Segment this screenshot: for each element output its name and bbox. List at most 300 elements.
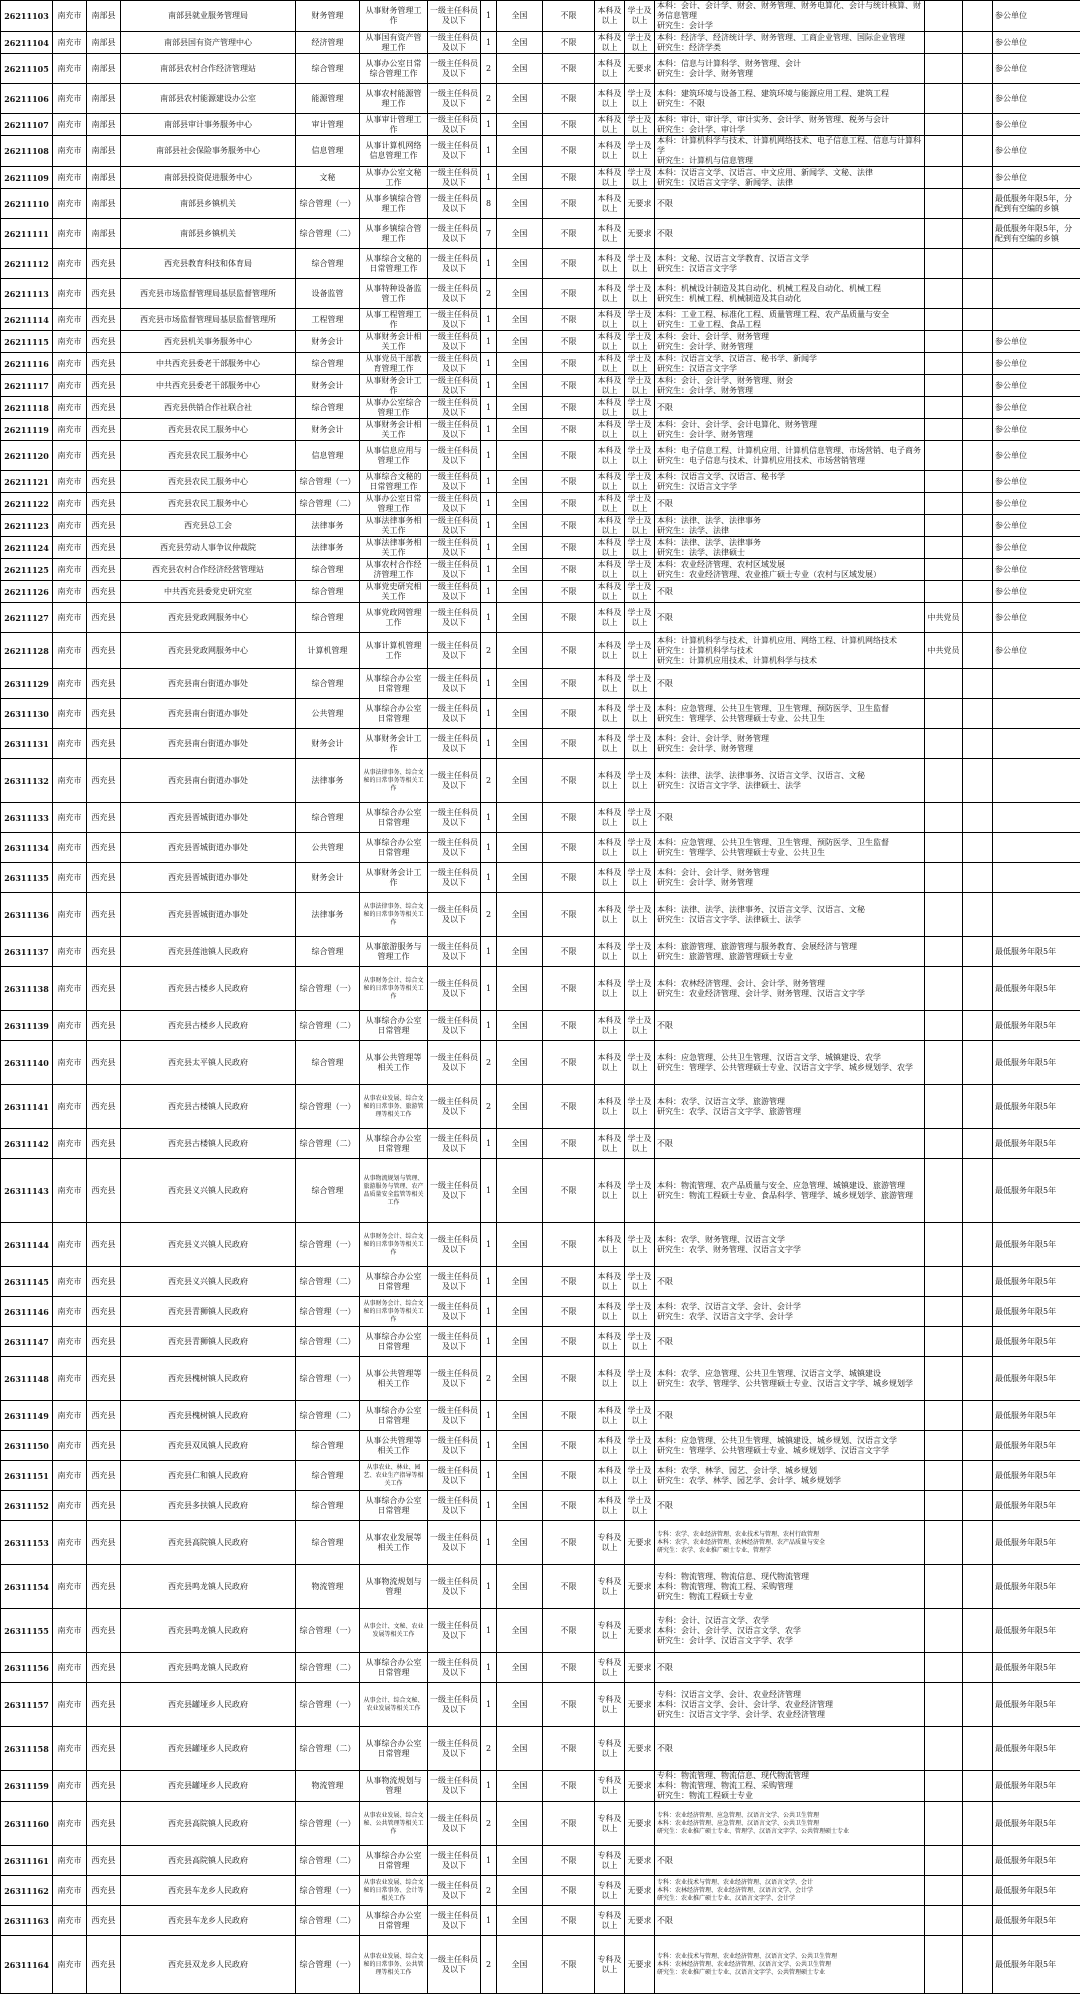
degree-cell: 学士及以上 — [625, 1357, 655, 1401]
employer-cell: 西充县市场监督管理局基层监督管理所 — [121, 309, 296, 331]
other-req-cell — [963, 1491, 993, 1521]
remark-cell: 最低服务年限5年，分配到有空编的乡镇 — [993, 189, 1080, 219]
scope-cell: 全国 — [497, 581, 543, 603]
employer-cell: 西充县教育科技和体育局 — [121, 249, 296, 279]
scope-cell: 全国 — [497, 559, 543, 581]
position-name-cell: 综合管理 — [296, 1491, 360, 1521]
gender-cell: 不限 — [543, 633, 595, 669]
education-cell: 专科及以上 — [595, 1727, 625, 1771]
position-name-cell: 信息管理 — [296, 441, 360, 471]
education-cell: 本科及以上 — [595, 1011, 625, 1041]
position-code-cell: 26211118 — [1, 397, 53, 419]
table-row — [1, 353, 1080, 375]
table-row — [1, 515, 1080, 537]
scope-cell: 全国 — [497, 1653, 543, 1683]
position-code-cell: 26211122 — [1, 493, 53, 515]
rank-cell: 一级主任科员及以下 — [428, 863, 481, 893]
scope-cell: 全国 — [497, 1, 543, 32]
degree-cell: 学士及以上 — [625, 863, 655, 893]
rank-cell: 一级主任科员及以下 — [428, 1565, 481, 1609]
remark-cell: 参公单位 — [993, 84, 1080, 114]
table-row — [1, 967, 1080, 1011]
degree-cell: 学士及以上 — [625, 397, 655, 419]
city-cell: 南充市 — [53, 375, 87, 397]
table-row — [1, 729, 1080, 759]
degree-cell: 学士及以上 — [625, 353, 655, 375]
education-cell: 专科及以上 — [595, 1876, 625, 1906]
degree-cell: 学士及以上 — [625, 493, 655, 515]
table-row — [1, 1041, 1080, 1085]
position-name-cell: 财务会计 — [296, 419, 360, 441]
gender-cell: 不限 — [543, 471, 595, 493]
county-cell: 西充县 — [87, 759, 121, 803]
major-cell: 本科：农学、财务管理、汉语言文学 研究生：农学、财务管理、汉语言文字学 — [655, 1223, 925, 1267]
recruit-count-cell: 1 — [481, 559, 497, 581]
position-name-cell: 法律事务 — [296, 537, 360, 559]
scope-cell: 全国 — [497, 54, 543, 84]
rank-cell: 一级主任科员及以下 — [428, 1159, 481, 1223]
political-status-cell — [925, 1936, 963, 1994]
position-name-cell: 工程管理 — [296, 309, 360, 331]
degree-cell: 学士及以上 — [625, 1041, 655, 1085]
major-cell: 本科：汉语言文学、汉语言、中文应用、新闻学、文秘、法律 研究生：汉语言文字学、新闻学、法律 — [655, 167, 925, 189]
rank-cell: 一级主任科员及以下 — [428, 669, 481, 699]
table-row — [1, 759, 1080, 803]
degree-cell: 无要求 — [625, 1727, 655, 1771]
city-cell: 南充市 — [53, 331, 87, 353]
major-cell: 专科：物流管理、物流信息、现代物流管理 本科：物流管理、物流工程、采购管理 研究生：物流工程硕士专业 — [655, 1771, 925, 1802]
degree-cell: 学士及以上 — [625, 309, 655, 331]
position-code-cell: 26311142 — [1, 1129, 53, 1159]
scope-cell: 全国 — [497, 833, 543, 863]
scope-cell: 全国 — [497, 136, 543, 167]
major-cell: 专科：农业技术与管理、农业经济管理、汉语言文学、会计 本科：农林经济管理、农业经济管理、汉语言文学、会计学 研究生：农业推广硕士专业、汉语言文字学、会计学 — [655, 1876, 925, 1906]
major-cell: 本科：经济学、经济统计学、财务管理、工商企业管理、国际企业管理 研究生：经济学类 — [655, 32, 925, 54]
position-name-cell: 综合管理（二） — [296, 1653, 360, 1683]
major-cell: 本科：汉语言文学、汉语言、秘书学 研究生：汉语言文字学 — [655, 471, 925, 493]
position-table-body — [1, 1, 1080, 1994]
position-code-cell: 26311132 — [1, 759, 53, 803]
city-cell: 南充市 — [53, 633, 87, 669]
rank-cell: 一级主任科员及以下 — [428, 515, 481, 537]
employer-cell: 西充县农村合作经济经营管理站 — [121, 559, 296, 581]
position-name-cell: 综合管理 — [296, 603, 360, 633]
scope-cell: 全国 — [497, 1085, 543, 1129]
table-row — [1, 1267, 1080, 1297]
major-cell: 专科：物流管理、物流信息、现代物流管理 本科：物流管理、物流工程、采购管理 研究生：物流工程硕士专业 — [655, 1565, 925, 1609]
scope-cell: 全国 — [497, 937, 543, 967]
employer-cell: 西充县青狮镇人民政府 — [121, 1327, 296, 1357]
county-cell: 西充县 — [87, 1906, 121, 1936]
remark-cell: 最低服务年限5年 — [993, 1521, 1080, 1565]
education-cell: 本科及以上 — [595, 937, 625, 967]
recruit-count-cell: 1 — [481, 1, 497, 32]
recruit-count-cell: 1 — [481, 1401, 497, 1431]
scope-cell: 全国 — [497, 1223, 543, 1267]
recruit-count-cell: 2 — [481, 1357, 497, 1401]
job-duty-cell: 从事法律事务、综合文秘的日常事务等相关工作 — [360, 759, 428, 803]
degree-cell: 学士及以上 — [625, 1401, 655, 1431]
job-duty-cell: 从事公共管理等相关工作 — [360, 1431, 428, 1461]
major-cell: 不限 — [655, 1906, 925, 1936]
county-cell: 西充县 — [87, 1565, 121, 1609]
table-row — [1, 603, 1080, 633]
employer-cell: 西充县农民工服务中心 — [121, 441, 296, 471]
position-name-cell: 综合管理（一） — [296, 1085, 360, 1129]
position-name-cell: 综合管理（一） — [296, 1876, 360, 1906]
remark-cell: 最低服务年限5年 — [993, 1085, 1080, 1129]
rank-cell: 一级主任科员及以下 — [428, 219, 481, 249]
education-cell: 本科及以上 — [595, 1223, 625, 1267]
recruit-count-cell: 2 — [481, 54, 497, 84]
other-req-cell — [963, 1609, 993, 1653]
recruit-count-cell: 2 — [481, 1727, 497, 1771]
rank-cell: 一级主任科员及以下 — [428, 1683, 481, 1727]
political-status-cell — [925, 1267, 963, 1297]
county-cell: 西充县 — [87, 471, 121, 493]
scope-cell: 全国 — [497, 893, 543, 937]
degree-cell: 无要求 — [625, 219, 655, 249]
political-status-cell — [925, 419, 963, 441]
gender-cell: 不限 — [543, 729, 595, 759]
job-duty-cell: 从事农业发展、综合文秘的日常事务、公共管理等相关工作 — [360, 1936, 428, 1994]
gender-cell: 不限 — [543, 1846, 595, 1876]
city-cell: 南充市 — [53, 136, 87, 167]
county-cell: 西充县 — [87, 1159, 121, 1223]
major-cell: 本科：应急管理、公共卫生管理、城镇建设、城乡规划、汉语言文学 研究生：管理学、公共管理硕士专业、城乡规划学、汉语言文字学 — [655, 1431, 925, 1461]
scope-cell: 全国 — [497, 167, 543, 189]
employer-cell: 西充县槐树镇人民政府 — [121, 1401, 296, 1431]
degree-cell: 学士及以上 — [625, 32, 655, 54]
city-cell: 南充市 — [53, 1297, 87, 1327]
city-cell: 南充市 — [53, 1, 87, 32]
education-cell: 本科及以上 — [595, 32, 625, 54]
position-name-cell: 综合管理（一） — [296, 1802, 360, 1846]
remark-cell: 参公单位 — [993, 441, 1080, 471]
county-cell: 西充县 — [87, 1683, 121, 1727]
scope-cell: 全国 — [497, 1357, 543, 1401]
position-name-cell: 综合管理 — [296, 937, 360, 967]
position-code-cell: 26311159 — [1, 1771, 53, 1802]
rank-cell: 一级主任科员及以下 — [428, 1461, 481, 1491]
remark-cell: 最低服务年限5年 — [993, 1267, 1080, 1297]
rank-cell: 一级主任科员及以下 — [428, 114, 481, 136]
education-cell: 专科及以上 — [595, 1846, 625, 1876]
county-cell: 西充县 — [87, 1802, 121, 1846]
city-cell: 南充市 — [53, 1491, 87, 1521]
employer-cell: 西充县南台街道办事处 — [121, 699, 296, 729]
gender-cell: 不限 — [543, 375, 595, 397]
education-cell: 本科及以上 — [595, 1297, 625, 1327]
position-code-cell: 26211127 — [1, 603, 53, 633]
other-req-cell — [963, 1401, 993, 1431]
city-cell: 南充市 — [53, 84, 87, 114]
other-req-cell — [963, 937, 993, 967]
rank-cell: 一级主任科员及以下 — [428, 397, 481, 419]
rank-cell: 一级主任科员及以下 — [428, 309, 481, 331]
position-code-cell: 26211105 — [1, 54, 53, 84]
job-duty-cell: 从事审计管理工作 — [360, 114, 428, 136]
rank-cell: 一级主任科员及以下 — [428, 967, 481, 1011]
gender-cell: 不限 — [543, 54, 595, 84]
job-duty-cell: 从事信息应用与管理工作 — [360, 441, 428, 471]
gender-cell: 不限 — [543, 1129, 595, 1159]
job-duty-cell: 从事会计、综合文秘、农业发展等相关工作 — [360, 1683, 428, 1727]
degree-cell: 无要求 — [625, 1906, 655, 1936]
education-cell: 本科及以上 — [595, 633, 625, 669]
job-duty-cell: 从事综合办公室日常管理 — [360, 1011, 428, 1041]
job-duty-cell: 从事财务会计、综合文秘的日常事务等相关工作 — [360, 1223, 428, 1267]
rank-cell: 一级主任科员及以下 — [428, 803, 481, 833]
city-cell: 南充市 — [53, 1802, 87, 1846]
other-req-cell — [963, 1267, 993, 1297]
position-name-cell: 综合管理（一） — [296, 471, 360, 493]
job-duty-cell: 从事旅游服务与管理工作 — [360, 937, 428, 967]
remark-cell: 最低服务年限5年 — [993, 1327, 1080, 1357]
gender-cell: 不限 — [543, 603, 595, 633]
city-cell: 南充市 — [53, 1401, 87, 1431]
employer-cell: 中共西充县委老干部服务中心 — [121, 375, 296, 397]
county-cell: 南部县 — [87, 167, 121, 189]
table-row — [1, 833, 1080, 863]
county-cell: 西充县 — [87, 441, 121, 471]
education-cell: 本科及以上 — [595, 309, 625, 331]
education-cell: 本科及以上 — [595, 84, 625, 114]
recruit-count-cell: 1 — [481, 803, 497, 833]
table-row — [1, 1461, 1080, 1491]
position-name-cell: 审计管理 — [296, 114, 360, 136]
gender-cell: 不限 — [543, 419, 595, 441]
remark-cell: 参公单位 — [993, 375, 1080, 397]
table-row — [1, 419, 1080, 441]
recruit-count-cell: 1 — [481, 114, 497, 136]
job-duty-cell: 从事综合文秘的日常管理工作 — [360, 249, 428, 279]
remark-cell — [993, 309, 1080, 331]
job-duty-cell: 从事综合办公室日常管理 — [360, 699, 428, 729]
political-status-cell — [925, 1129, 963, 1159]
position-code-cell: 26311144 — [1, 1223, 53, 1267]
political-status-cell — [925, 167, 963, 189]
recruit-count-cell: 1 — [481, 1609, 497, 1653]
county-cell: 西充县 — [87, 803, 121, 833]
position-name-cell: 财务会计 — [296, 729, 360, 759]
education-cell: 本科及以上 — [595, 1041, 625, 1085]
major-cell: 本科：农学、应急管理、公共卫生管理、汉语言文学、城镇建设 研究生：农学、管理学、公共管理硕士专业、汉语言文字学、城乡规划学 — [655, 1357, 925, 1401]
position-name-cell: 综合管理（二） — [296, 1727, 360, 1771]
gender-cell: 不限 — [543, 1771, 595, 1802]
table-row — [1, 1357, 1080, 1401]
employer-cell: 西充县总工会 — [121, 515, 296, 537]
political-status-cell — [925, 114, 963, 136]
city-cell: 南充市 — [53, 1565, 87, 1609]
rank-cell: 一级主任科员及以下 — [428, 353, 481, 375]
position-name-cell: 综合管理 — [296, 1521, 360, 1565]
position-code-cell: 26311145 — [1, 1267, 53, 1297]
rank-cell: 一级主任科员及以下 — [428, 729, 481, 759]
job-duty-cell: 从事法律事务相关工作 — [360, 537, 428, 559]
job-duty-cell: 从事综合办公室日常管理 — [360, 1327, 428, 1357]
employer-cell: 西充县机关事务服务中心 — [121, 331, 296, 353]
gender-cell: 不限 — [543, 114, 595, 136]
rank-cell: 一级主任科员及以下 — [428, 937, 481, 967]
remark-cell: 参公单位 — [993, 515, 1080, 537]
rank-cell: 一级主任科员及以下 — [428, 279, 481, 309]
table-row — [1, 699, 1080, 729]
job-duty-cell: 从事计算机网络信息管理工作 — [360, 136, 428, 167]
education-cell: 专科及以上 — [595, 1683, 625, 1727]
gender-cell: 不限 — [543, 1, 595, 32]
political-status-cell — [925, 669, 963, 699]
table-row — [1, 1846, 1080, 1876]
position-code-cell: 26311154 — [1, 1565, 53, 1609]
employer-cell: 南部县农村能源建设办公室 — [121, 84, 296, 114]
city-cell: 南充市 — [53, 353, 87, 375]
county-cell: 西充县 — [87, 633, 121, 669]
other-req-cell — [963, 669, 993, 699]
degree-cell: 学士及以上 — [625, 167, 655, 189]
city-cell: 南充市 — [53, 441, 87, 471]
gender-cell: 不限 — [543, 1327, 595, 1357]
recruit-count-cell: 1 — [481, 1906, 497, 1936]
scope-cell: 全国 — [497, 803, 543, 833]
political-status-cell — [925, 219, 963, 249]
scope-cell: 全国 — [497, 249, 543, 279]
degree-cell: 无要求 — [625, 189, 655, 219]
city-cell: 南充市 — [53, 1327, 87, 1357]
position-name-cell: 综合管理 — [296, 559, 360, 581]
gender-cell: 不限 — [543, 167, 595, 189]
remark-cell: 参公单位 — [993, 493, 1080, 515]
recruit-count-cell: 1 — [481, 729, 497, 759]
position-code-cell: 26311133 — [1, 803, 53, 833]
other-req-cell — [963, 249, 993, 279]
other-req-cell — [963, 1041, 993, 1085]
county-cell: 西充县 — [87, 729, 121, 759]
employer-cell: 西充县晋城街道办事处 — [121, 893, 296, 937]
county-cell: 西充县 — [87, 375, 121, 397]
county-cell: 西充县 — [87, 419, 121, 441]
major-cell: 不限 — [655, 493, 925, 515]
recruit-count-cell: 1 — [481, 1653, 497, 1683]
position-code-cell: 26311152 — [1, 1491, 53, 1521]
major-cell: 本科：会计、会计学、会计电算化、财务管理 研究生：会计学、财务管理 — [655, 419, 925, 441]
other-req-cell — [963, 331, 993, 353]
position-code-cell: 26311131 — [1, 729, 53, 759]
job-duty-cell: 从事综合办公室日常管理 — [360, 669, 428, 699]
city-cell: 南充市 — [53, 493, 87, 515]
gender-cell: 不限 — [543, 1683, 595, 1727]
job-duty-cell: 从事农村合作经济管理工作 — [360, 559, 428, 581]
city-cell: 南充市 — [53, 419, 87, 441]
gender-cell: 不限 — [543, 331, 595, 353]
city-cell: 南充市 — [53, 1461, 87, 1491]
rank-cell: 一级主任科员及以下 — [428, 1357, 481, 1401]
position-code-cell: 26211121 — [1, 471, 53, 493]
recruit-count-cell: 1 — [481, 397, 497, 419]
city-cell: 南充市 — [53, 219, 87, 249]
scope-cell: 全国 — [497, 419, 543, 441]
other-req-cell — [963, 1683, 993, 1727]
scope-cell: 全国 — [497, 1609, 543, 1653]
other-req-cell — [963, 559, 993, 581]
employer-cell: 南部县社会保险事务服务中心 — [121, 136, 296, 167]
position-code-cell: 26211109 — [1, 167, 53, 189]
rank-cell: 一级主任科员及以下 — [428, 1727, 481, 1771]
county-cell: 南部县 — [87, 189, 121, 219]
recruit-count-cell: 1 — [481, 167, 497, 189]
gender-cell: 不限 — [543, 189, 595, 219]
remark-cell: 最低服务年限5年 — [993, 1936, 1080, 1994]
position-name-cell: 综合管理 — [296, 249, 360, 279]
rank-cell: 一级主任科员及以下 — [428, 1876, 481, 1906]
position-code-cell: 26311158 — [1, 1727, 53, 1771]
major-cell: 不限 — [655, 1129, 925, 1159]
other-req-cell — [963, 515, 993, 537]
rank-cell: 一级主任科员及以下 — [428, 1223, 481, 1267]
scope-cell: 全国 — [497, 1401, 543, 1431]
major-cell: 专科：会计、汉语言文学、农学 本科：会计、会计学、汉语言文学、农学 研究生：会计学、汉语言文字学、农学 — [655, 1609, 925, 1653]
recruit-count-cell: 1 — [481, 331, 497, 353]
city-cell: 南充市 — [53, 603, 87, 633]
gender-cell: 不限 — [543, 1011, 595, 1041]
education-cell: 本科及以上 — [595, 803, 625, 833]
scope-cell: 全国 — [497, 515, 543, 537]
rank-cell: 一级主任科员及以下 — [428, 1011, 481, 1041]
political-status-cell — [925, 863, 963, 893]
remark-cell: 最低服务年限5年 — [993, 1565, 1080, 1609]
gender-cell: 不限 — [543, 1357, 595, 1401]
table-row — [1, 1431, 1080, 1461]
position-code-cell: 26311141 — [1, 1085, 53, 1129]
position-name-cell: 综合管理（一） — [296, 967, 360, 1011]
position-name-cell: 法律事务 — [296, 515, 360, 537]
rank-cell: 一级主任科员及以下 — [428, 699, 481, 729]
position-name-cell: 能源管理 — [296, 84, 360, 114]
position-code-cell: 26311135 — [1, 863, 53, 893]
political-status-cell — [925, 1771, 963, 1802]
job-duty-cell: 从事综合办公室日常管理 — [360, 1653, 428, 1683]
employer-cell: 西充县义兴镇人民政府 — [121, 1223, 296, 1267]
scope-cell: 全国 — [497, 1846, 543, 1876]
table-row — [1, 32, 1080, 54]
political-status-cell — [925, 559, 963, 581]
remark-cell — [993, 279, 1080, 309]
county-cell: 西充县 — [87, 833, 121, 863]
other-req-cell — [963, 219, 993, 249]
rank-cell: 一级主任科员及以下 — [428, 833, 481, 863]
rank-cell: 一级主任科员及以下 — [428, 1771, 481, 1802]
major-cell: 本科：审计、审计学、审计实务、会计学、财务管理、税务与会计 研究生：会计学、审计学 — [655, 114, 925, 136]
other-req-cell — [963, 759, 993, 803]
scope-cell: 全国 — [497, 1683, 543, 1727]
other-req-cell — [963, 893, 993, 937]
job-duty-cell: 从事农村能源管理工作 — [360, 84, 428, 114]
political-status-cell — [925, 1011, 963, 1041]
table-row — [1, 1936, 1080, 1994]
gender-cell: 不限 — [543, 1609, 595, 1653]
political-status-cell — [925, 833, 963, 863]
employer-cell: 南部县就业服务管理局 — [121, 1, 296, 32]
county-cell: 西充县 — [87, 1936, 121, 1994]
employer-cell: 西充县车龙乡人民政府 — [121, 1876, 296, 1906]
major-cell: 本科：会计、会计学、财务管理、财会 研究生：会计学、财务管理 — [655, 375, 925, 397]
political-status-cell — [925, 1491, 963, 1521]
recruit-count-cell: 1 — [481, 937, 497, 967]
position-name-cell: 综合管理（二） — [296, 1401, 360, 1431]
gender-cell: 不限 — [543, 32, 595, 54]
position-code-cell: 26211113 — [1, 279, 53, 309]
degree-cell: 学士及以上 — [625, 471, 655, 493]
